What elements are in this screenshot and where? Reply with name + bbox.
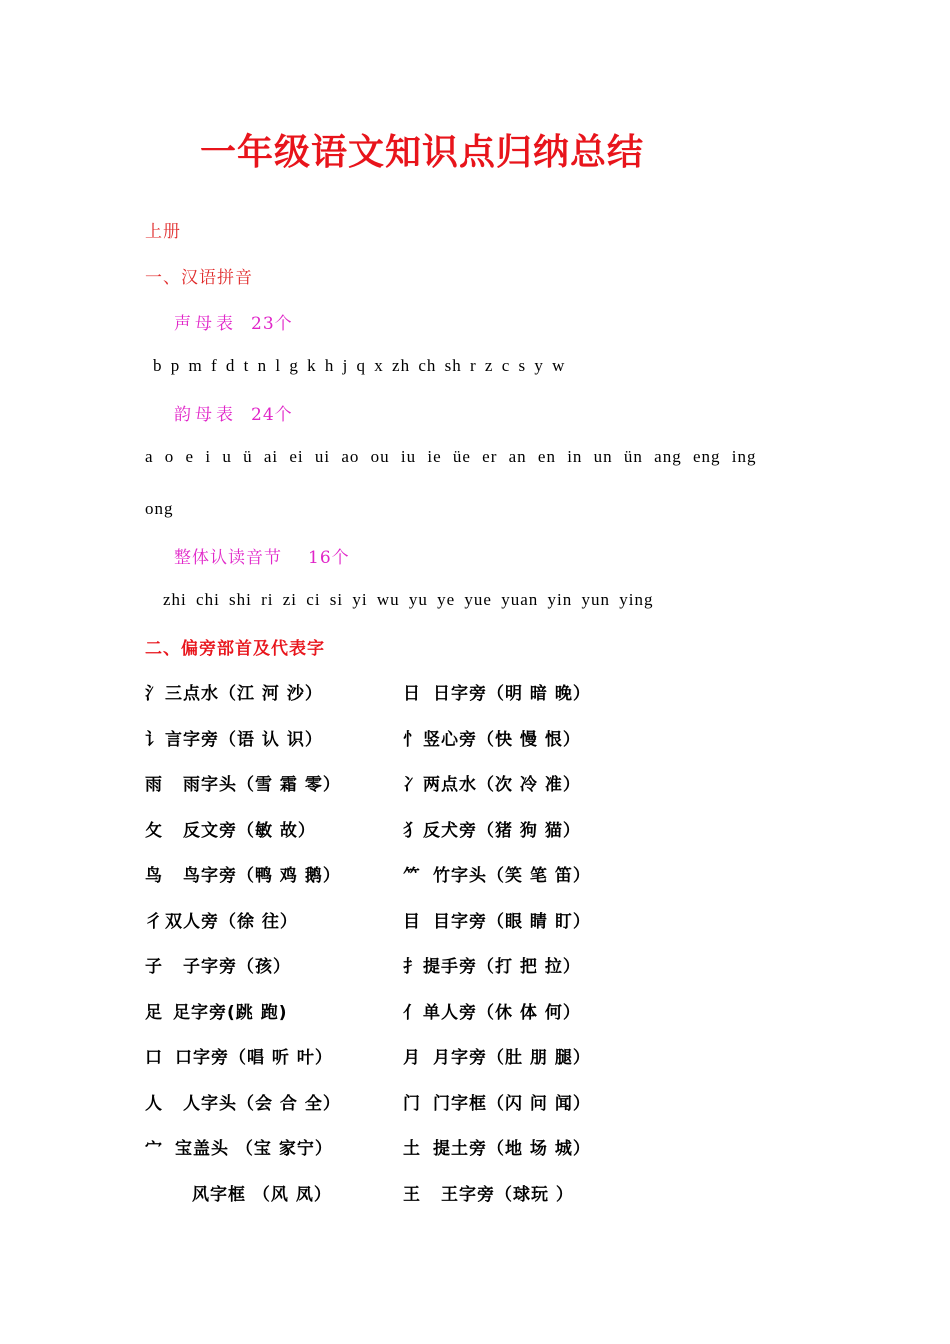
radical-item <box>145 816 316 841</box>
radical-text: 日字旁（明 暗 晚） <box>433 684 591 704</box>
radical-item <box>403 952 581 977</box>
radical-text: 目字旁（眼 睛 盯） <box>433 912 591 932</box>
radical-item <box>145 861 341 886</box>
section-heading-pinyin: 一、汉语拼音 <box>145 268 253 288</box>
radical-item <box>403 725 581 750</box>
radical-symbol: 彳 <box>145 912 163 932</box>
radical-item <box>403 1043 591 1068</box>
document-title: 一年级语文知识点归纳总结 <box>200 132 645 173</box>
radical-item <box>403 1134 591 1159</box>
radical-item <box>403 998 581 1023</box>
radical-item <box>145 952 291 977</box>
radical-text: 三点水（江 河 沙） <box>165 684 323 704</box>
yunmu-heading <box>174 400 293 425</box>
radical-symbol: 冫 <box>403 775 421 795</box>
section-heading-radicals: 二、偏旁部首及代表字 <box>145 639 325 659</box>
radical-text: 竹字头（笑 笔 笛） <box>433 866 591 886</box>
radical-text: 人字头（会 合 全） <box>183 1094 341 1114</box>
radical-text: 鸟字旁（鸭 鸡 鹅） <box>183 866 341 886</box>
radical-text: 月字旁（肚 朋 腿） <box>433 1048 591 1068</box>
radical-text: 口字旁（唱 听 叶） <box>175 1048 333 1068</box>
radical-item <box>145 1043 333 1068</box>
radical-item <box>145 1134 333 1159</box>
radical-text: 足字旁(跳 跑) <box>173 1003 288 1023</box>
radical-symbol: ⺮ <box>403 866 421 886</box>
radical-text: 反文旁（敏 故） <box>183 821 316 841</box>
radical-text: 提土旁（地 场 城） <box>433 1139 591 1159</box>
yunmu-label: 韵母表 <box>174 405 237 425</box>
shengmu-letters: b p m f d t n l g k h j q x zh ch sh r z c s y w <box>153 356 566 375</box>
radical-item <box>403 770 581 795</box>
radical-symbol: 氵 <box>145 684 163 704</box>
radical-item <box>145 907 298 932</box>
radical-item <box>192 1180 332 1205</box>
radical-text: 反犬旁（猪 狗 猫） <box>423 821 581 841</box>
radical-item <box>145 679 323 704</box>
radical-symbol: 亻 <box>403 1003 421 1023</box>
radical-text: 王字旁（球玩 ） <box>441 1185 574 1205</box>
radical-symbol: 目 <box>403 912 421 932</box>
shengmu-label: 声母表 <box>174 314 237 334</box>
radical-symbol: 攵 <box>145 821 163 841</box>
shengmu-count: 23个 <box>251 314 293 334</box>
radical-symbol: 讠 <box>145 730 163 750</box>
radical-symbol: 雨 <box>145 775 163 795</box>
shengmu-heading <box>174 309 293 334</box>
radical-text: 单人旁（休 体 何） <box>423 1003 581 1023</box>
radical-symbol: 土 <box>403 1139 421 1159</box>
radical-symbol: 扌 <box>403 957 421 977</box>
radical-symbol: 犭 <box>403 821 421 841</box>
radical-item <box>403 816 581 841</box>
radical-symbol: 人 <box>145 1094 163 1114</box>
radical-symbol: 月 <box>403 1048 421 1068</box>
radical-text: 风字框 （风 凤） <box>192 1185 332 1205</box>
volume-label: 上册 <box>145 222 181 242</box>
radical-symbol: 宀 <box>145 1139 163 1159</box>
radical-symbol: 王 <box>403 1185 421 1205</box>
radical-item <box>145 1089 341 1114</box>
zhengti-heading <box>174 543 350 568</box>
radical-symbol: 子 <box>145 957 163 977</box>
radical-symbol: 鸟 <box>145 866 163 886</box>
radical-text: 双人旁（徐 往） <box>165 912 298 932</box>
radical-symbol: 门 <box>403 1094 421 1114</box>
radical-item <box>145 770 341 795</box>
yunmu-letters-line1: a o e i u ü ai ei ui ao ou iu ie üe er an en in un ün ang eng ing <box>145 447 757 466</box>
radical-text: 门字框（闪 问 闻） <box>433 1094 591 1114</box>
radical-text: 提手旁（打 把 拉） <box>423 957 581 977</box>
radical-text: 雨字头（雪 霜 零） <box>183 775 341 795</box>
radical-text: 竖心旁（快 慢 恨） <box>423 730 581 750</box>
yunmu-count: 24个 <box>251 405 293 425</box>
yunmu-letters-line2: ong <box>145 499 174 518</box>
radical-item <box>403 1089 591 1114</box>
radical-item <box>403 861 591 886</box>
radical-item <box>145 725 323 750</box>
radical-text: 两点水（次 冷 准） <box>423 775 581 795</box>
radical-item <box>145 998 287 1023</box>
radical-symbol: 日 <box>403 684 421 704</box>
radical-symbol: 忄 <box>403 730 421 750</box>
radical-text: 宝盖头 （宝 家宁） <box>175 1139 333 1159</box>
radical-symbol: 足 <box>145 1003 163 1023</box>
radical-symbol: 口 <box>145 1048 163 1068</box>
zhengti-count: 16个 <box>308 548 350 568</box>
radical-item <box>403 679 591 704</box>
radical-text: 言字旁（语 认 识） <box>165 730 323 750</box>
radical-item <box>403 907 591 932</box>
radical-text: 子字旁（孩） <box>183 957 291 977</box>
zhengti-letters: zhi chi shi ri zi ci si yi wu yu ye yue yuan yin yun ying <box>163 590 654 609</box>
zhengti-label: 整体认读音节 <box>174 548 282 568</box>
radical-item <box>403 1180 574 1205</box>
